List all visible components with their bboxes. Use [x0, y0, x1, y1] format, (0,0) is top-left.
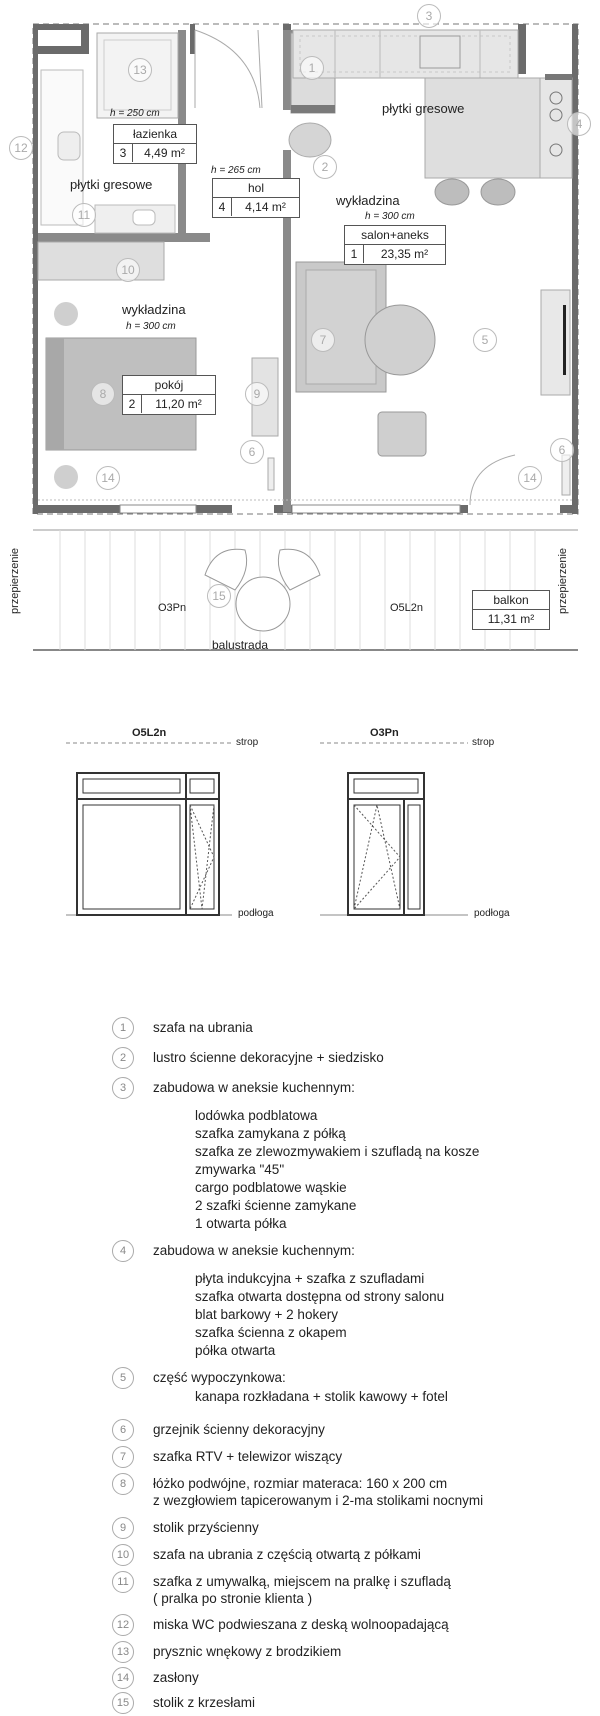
legend-detail: cargo podblatowe wąskie — [195, 1180, 347, 1195]
bedroom-name: pokój — [123, 376, 215, 395]
legend-text: zabudowa w aneksie kuchennym: — [153, 1243, 355, 1258]
legend-detail: szafka ścienna z okapem — [195, 1325, 347, 1340]
legend-text: lustro ścienne dekoracyjne + siedzisko — [153, 1050, 384, 1065]
living-name: salon+aneks — [345, 226, 445, 245]
bathroom-area: 4,49 m² — [144, 146, 185, 160]
living-label-box — [344, 225, 446, 265]
window-elevations — [0, 735, 600, 930]
legend-text: szafa na ubrania — [153, 1020, 253, 1035]
marker-9: 9 — [245, 382, 269, 406]
bedroom-floor: wykładzina — [122, 302, 186, 317]
marker-7: 7 — [311, 328, 335, 352]
marker-14-bedroom: 14 — [96, 466, 120, 490]
legend-number: 15 — [112, 1692, 134, 1714]
legend-number: 6 — [112, 1419, 134, 1441]
legend-number: 2 — [112, 1047, 134, 1069]
hall-height: h = 265 cm — [211, 165, 261, 176]
hall-label-box — [212, 178, 300, 218]
legend-text: stolik z krzesłami — [153, 1695, 256, 1710]
window-label-o5l2n: O5L2n — [390, 602, 424, 614]
legend-number: 10 — [112, 1544, 134, 1566]
window-o3pn-title: O3Pn — [370, 727, 399, 739]
bathroom-name: łazienka — [114, 125, 196, 144]
legend-text-line2: ( pralka po stronie klienta ) — [153, 1591, 313, 1606]
legend-text: stolik przyścienny — [153, 1520, 259, 1535]
legend-text: zasłony — [153, 1670, 199, 1685]
bathroom-number: 3 — [114, 144, 133, 162]
marker-4: 4 — [567, 112, 591, 136]
hall-area: 4,14 m² — [245, 200, 286, 214]
legend-detail: półka otwarta — [195, 1343, 276, 1358]
legend-detail: płyta indukcyjna + szafka z szufladami — [195, 1271, 425, 1286]
living-area: 23,35 m² — [380, 247, 429, 261]
window-o5l2n-top: strop — [236, 737, 259, 748]
legend-number: 14 — [112, 1667, 134, 1689]
balcony-label-box — [472, 590, 550, 630]
window-o3pn-top: strop — [472, 737, 495, 748]
bedroom-height: h = 300 cm — [126, 321, 176, 332]
legend-number: 9 — [112, 1517, 134, 1539]
balcony-name: balkon — [473, 591, 549, 610]
marker-10: 10 — [116, 258, 140, 282]
legend-text: szafa na ubrania z częścią otwartą z półkami — [153, 1547, 421, 1562]
partition-label-left: przepierzenie — [9, 547, 22, 615]
marker-2: 2 — [313, 155, 337, 179]
marker-6-living: 6 — [550, 438, 574, 462]
legend-number: 8 — [112, 1473, 134, 1495]
legend-text: łóżko podwójne, rozmiar materaca: 160 x 200 cm — [153, 1476, 448, 1491]
legend-detail: lodówka podblatowa — [195, 1108, 318, 1123]
marker-13: 13 — [128, 58, 152, 82]
marker-3: 3 — [417, 4, 441, 28]
legend-detail: kanapa rozkładana + stolik kawowy + fotel — [195, 1389, 448, 1404]
legend-number: 7 — [112, 1446, 134, 1468]
legend-text-line2: z wezgłowiem tapicerowanym i 2-ma stolikami nocnymi — [153, 1493, 484, 1508]
marker-11: 11 — [72, 203, 96, 227]
window-o5l2n-bottom: podłoga — [238, 908, 274, 919]
bedroom-area: 11,20 m² — [155, 397, 202, 411]
marker-1: 1 — [300, 56, 324, 80]
legend-number: 4 — [112, 1240, 134, 1262]
legend-detail: szafka zamykana z półką — [195, 1126, 346, 1141]
living-height: h = 300 cm — [365, 211, 415, 222]
legend-detail: szafka ze zlewozmywakiem i szufladą na kosze — [195, 1144, 480, 1159]
legend-detail: zmywarka "45" — [195, 1162, 285, 1177]
bathroom-label-box — [113, 124, 197, 164]
marker-8: 8 — [91, 382, 115, 406]
hall-number: 4 — [213, 198, 232, 216]
railing-label: balustrada — [212, 638, 269, 652]
living-floor: wykładzina — [336, 193, 400, 208]
bedroom-number: 2 — [123, 395, 142, 413]
marker-6-bedroom: 6 — [240, 440, 264, 464]
bathroom-floor: płytki gresowe — [70, 177, 153, 192]
legend-detail: 1 otwarta półka — [195, 1216, 287, 1231]
legend-text: zabudowa w aneksie kuchennym: — [153, 1080, 355, 1095]
legend-number: 3 — [112, 1077, 134, 1099]
legend-text: szafka RTV + telewizor wiszący — [153, 1449, 343, 1464]
legend-number: 1 — [112, 1017, 134, 1039]
marker-5: 5 — [473, 328, 497, 352]
marker-12: 12 — [9, 136, 33, 160]
marker-14-living: 14 — [518, 466, 542, 490]
living-number: 1 — [345, 245, 364, 263]
legend-number: 11 — [112, 1571, 134, 1593]
legend-text: prysznic wnękowy z brodzikiem — [153, 1644, 342, 1659]
legend-detail: 2 szafki ścienne zamykane — [195, 1198, 357, 1213]
legend-text: grzejnik ścienny dekoracyjny — [153, 1422, 325, 1437]
window-o3pn-bottom: podłoga — [474, 908, 510, 919]
legend-detail: blat barkowy + 2 hokery — [195, 1307, 338, 1322]
window-o5l2n-title: O5L2n — [132, 727, 167, 739]
legend-number: 12 — [112, 1614, 134, 1636]
legend-text: szafka z umywalką, miejscem na pralkę i szufladą — [153, 1574, 451, 1589]
partition-label-right: przepierzenie — [557, 547, 570, 615]
floor-plan-drawing — [0, 0, 600, 680]
kitchen-floor: płytki gresowe — [382, 101, 465, 116]
hall-name: hol — [213, 179, 299, 198]
bedroom-label-box — [122, 375, 216, 415]
legend-text: część wypoczynkowa: — [153, 1370, 286, 1385]
legend-number: 13 — [112, 1641, 134, 1663]
bathroom-height: h = 250 cm — [110, 108, 160, 119]
legend-number: 5 — [112, 1367, 134, 1389]
marker-15: 15 — [207, 584, 231, 608]
window-label-o3pn: O3Pn — [158, 602, 187, 614]
legend-detail: szafka otwarta dostępna od strony salonu — [195, 1289, 445, 1304]
legend-text: miska WC podwieszana z deską wolnoopadającą — [153, 1617, 449, 1632]
balcony-area: 11,31 m² — [487, 612, 535, 626]
